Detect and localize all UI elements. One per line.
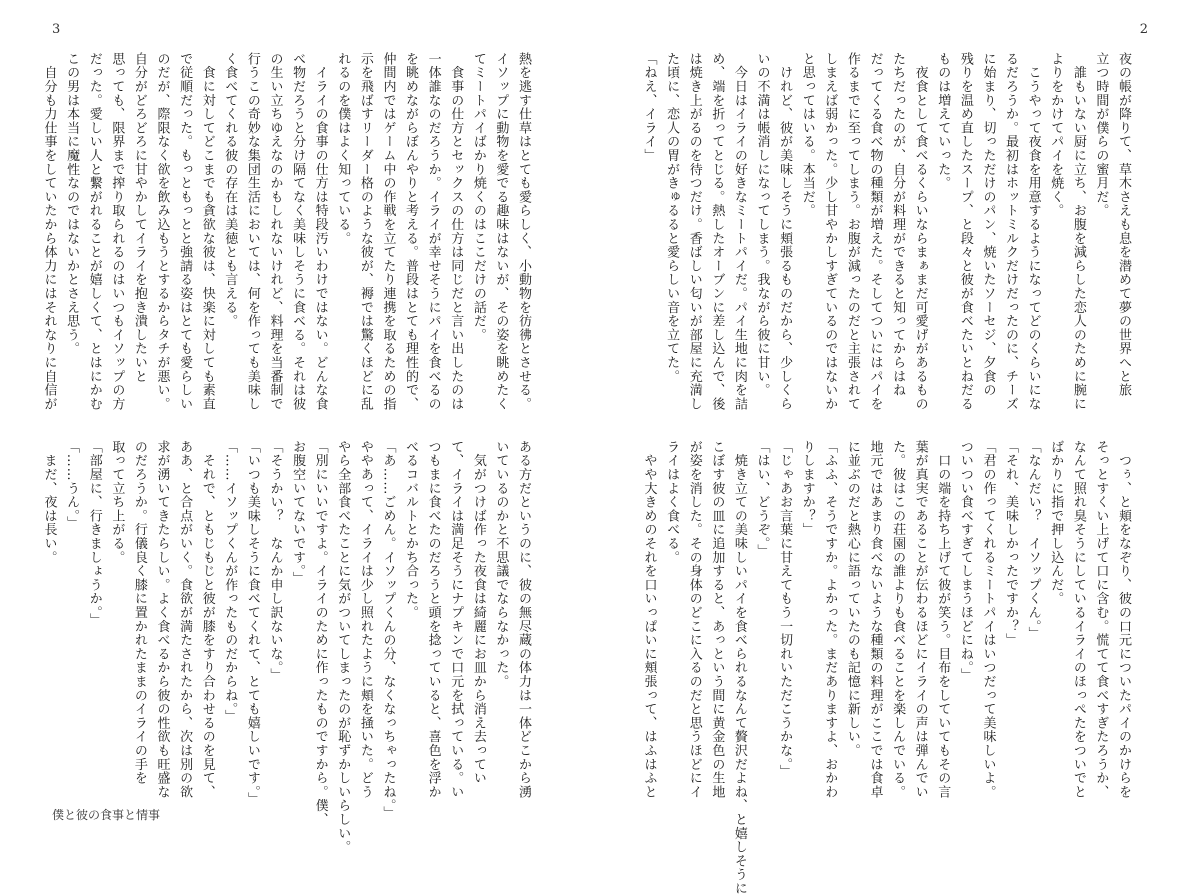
text-line: だった。愛しい人と繋がれることが嬉しくて、とはにかむ	[86, 52, 102, 411]
text-line: べ物だろうと分け隔てなく美味しそうに食べる。それは彼	[290, 52, 306, 411]
text-line: 「じゃあお言葉に甘えてもう一切れいただこうかな。」	[777, 440, 793, 779]
text-line: りしますか？」	[799, 440, 815, 537]
text-line: 口の端を持ち上げて彼が笑う。目布をしていてもその言	[935, 440, 951, 799]
text-line: 「君の作ってくれるミートパイはいつだって美味しいよ。	[980, 440, 996, 799]
text-line: 夜の帳が降りて、草木さえも息を潜めて夢の世界へと旅	[1116, 52, 1131, 397]
text-line: のだろうか。行儀良く膝に置かれたままのイライの手を	[131, 440, 147, 785]
text-line: やら全部食べたことに気がついてしまったのが恥ずかしいらしい。	[335, 440, 351, 854]
text-line: 示を飛ばすリーダー格のような彼が、褥では驚くほどに乱	[357, 52, 373, 411]
right-page-lower-text	[641, 440, 1134, 895]
text-line: は焼き上がるのを待つだけ。香ばしい匂いが部屋に充満し	[686, 52, 702, 411]
text-line: のだが、際限なく欲を飲み込もうとするからタチが悪い。	[154, 52, 170, 411]
page-number-right: 2	[1139, 22, 1148, 37]
right-page	[600, 0, 1200, 895]
text-line: こうやって夜食を用意するようになってどのくらいにな	[1025, 52, 1041, 411]
text-line: よりをかけてパイを焼く。	[1048, 52, 1064, 218]
text-line: れるのを僕はよく知っている。	[335, 52, 351, 246]
text-line: 「ねえ、イライ」	[641, 52, 657, 163]
text-line: く食べてくれる彼の存在は美徳とも言える。	[222, 52, 238, 328]
text-line: いの不満は帳消しになってしまう。我ながら彼に甘い。	[754, 52, 770, 397]
text-line: つぅ、と頬をなぞり、彼の口元についたパイのかけらを	[1116, 440, 1131, 799]
text-line: 夜食として食べるくらいならまぁまだ可愛げがあるもの	[912, 52, 928, 411]
text-line: ライはよく食べる。	[664, 440, 680, 565]
text-line: だってくる食べ物の種類が増えた。そしてついにはパイを	[867, 52, 883, 411]
text-line: た頃に、恋人の胃がきゅるると愛らしい音を立てた。	[664, 52, 680, 384]
text-line: こぼす彼の皿に追加すると、あっという間に黄金色の生地	[709, 440, 725, 799]
text-line: め、端を折ってとじる。熱したオーブンに差し込んで、後	[709, 52, 725, 411]
text-line: 地元ではあまり食べないような種類の料理がここでは食卓	[867, 440, 883, 799]
text-line: 取って立ち上がる。	[109, 440, 125, 565]
text-line: 気がつけば作った夜食は綺麗にお皿から消え去ってい	[470, 440, 486, 785]
text-line: で従順だった。もっともっとと強請る姿はとても愛らしい	[177, 52, 193, 411]
text-line: 「……イソップくんが作ったものだからね。」	[222, 440, 238, 724]
text-line: 求が湧いてきたらしい。よく食べるから彼の性欲も旺盛な	[154, 440, 170, 799]
text-line: なんて照れ臭そうにしているイライのほっぺたをついでと	[1070, 440, 1086, 799]
text-line: 「はい、どうぞ。」	[754, 440, 770, 558]
text-line: ややあって、イライは少し照れたように頬を掻いた。どう	[357, 440, 373, 799]
text-line: た。彼はこの荘園の誰よりも食べることを楽しんでいる。	[890, 440, 906, 799]
text-line: 「部屋に、行きましょうか。」	[86, 440, 102, 627]
text-line: ばかりに指で押し込んだ。	[1048, 440, 1064, 606]
running-head-title: 僕と彼の食事と情事	[52, 808, 161, 822]
text-line: イソップに動物を愛でる趣味はないが、その姿を眺めたく	[493, 52, 509, 411]
text-line: 「いつも美味しそうに食べてくれて、とても嬉しいです。」	[244, 440, 260, 807]
text-line: しまえば弱かった。少し甘やかしすぎているのではないか	[822, 52, 838, 411]
text-line: 焼き立ての美味しいパイを食べられるなんて贅沢だよね、と嬉しそうに	[731, 440, 747, 895]
text-line: に始まり、切っただけのパン、焼いたソーセジ、夕食の	[980, 52, 996, 397]
text-line: ついつい食べすぎてしまうほどにね。」	[957, 440, 973, 682]
text-line: 「……うん。」	[64, 440, 80, 531]
page-number-left: 3	[52, 22, 61, 37]
text-line: 誰もいない厨に立ち、お腹を減らした恋人のために腕に	[1070, 52, 1086, 411]
text-line: やや大きめのそれを口いっぱいに頬張って、はふはふと	[641, 440, 657, 799]
left-page-upper-text	[41, 52, 534, 424]
text-line: て、イライは満足そうにナプキンで口元を拭っている。い	[448, 440, 464, 799]
text-line: 一体誰なのだろうか。イライが幸せそうにパイを食べるの	[425, 52, 441, 411]
text-line: 行うこの奇妙な集団生活においては、何を作っても美味し	[244, 52, 260, 411]
text-line: 自分がどろどろに甘やかしてイライを抱き潰したいと	[131, 52, 147, 384]
text-line: 「あ……ごめん。イソップくんの分、なくなっちゃったね。」	[380, 440, 396, 820]
text-line: ものは増えていった。	[935, 52, 951, 190]
text-line: 「別にいいですよ。イライのために作ったものですから。僕、	[312, 440, 328, 827]
text-line: たちだったのが、自分が料理ができると知ってからはね	[890, 52, 906, 397]
text-line: べるコバルトとかち合った。	[403, 440, 419, 620]
text-line: それで、ともじもじと彼が膝をすり合わせるのを見て、	[199, 440, 215, 799]
text-line: の生い立ちゆえなのかもしれないけれど、料理を当番制で	[267, 52, 283, 411]
text-line: 仲間内ではゲーム中の作戦を立てたり連携を取るための指	[380, 52, 396, 411]
text-line: が姿を消した。その身体のどこに入るのだと思うほどにイ	[686, 440, 702, 799]
text-line: 食に対してどこまでも貪欲な彼は、快楽に対しても素直	[199, 52, 215, 411]
text-line: 「なんだい？ イソップくん。」	[1025, 440, 1041, 641]
text-line: けれど、彼が美味しそうに頬張るものだから、少しくら	[777, 52, 793, 411]
text-line: に並ぶのだと熱心に語っていたのも記憶に新しい。	[844, 440, 860, 758]
text-line: てミートパイばかり焼くのはここだけの話だ。	[470, 52, 486, 342]
text-line: 熱を逃す仕草はとても愛らしく、小動物を彷彿とさせる。	[516, 52, 531, 411]
text-line: そっとすくい上げて口に含む。慌てて食べすぎたろうか、	[1093, 440, 1109, 799]
text-line: 残りを温め直したスープ、と段々と彼が食べたいとねだる	[957, 52, 973, 411]
text-line: 「それ、美味しかったですか？」	[1003, 440, 1019, 647]
text-line: 「そうかい？ なんか申し訳ないな。」	[267, 440, 283, 682]
text-line: お腹空いてないです。」	[290, 440, 306, 586]
text-line: と思ってはいる。本当だ。	[799, 52, 815, 218]
text-line: まだ、夜は長い。	[41, 440, 57, 565]
text-line: イライの食事の仕方は特段汚いわけではない。どんな食	[312, 52, 328, 411]
text-line: 自分も力仕事をしていたから体力にはそれなりに自信が	[41, 52, 57, 411]
text-line: いているのかと不思議でならなかった。	[493, 440, 509, 689]
text-line: 「ふふ、そうですか。よかった。まだありますよ、おかわ	[822, 440, 838, 799]
text-line: 立つ時間が僕らの蜜月だ。	[1093, 52, 1109, 218]
right-page-upper-text	[641, 52, 1134, 424]
text-line: 今日はイライの好きなミートパイだ。パイ生地に肉を詰	[731, 52, 747, 411]
text-line: 思っても、限界まで搾り取られるのはいつもイソップの方	[109, 52, 125, 411]
text-line: 作るまでに至ってしまう。お腹が減ったのだと主張されて	[844, 52, 860, 411]
text-line: ああ、と合点がいく。食欲が満たされたから、次は別の欲	[177, 440, 193, 799]
text-line: ある方だというのに、彼の無尽蔵の体力は一体どこから湧	[516, 440, 531, 799]
text-line: 葉が真実であることが伝わるほどにイライの声は弾んでい	[912, 440, 928, 799]
text-line: を眺めながらぼんやりと考える。普段はとても理性的で、	[403, 52, 419, 411]
text-line: この男は本当に魔性なのではないかとさえ思う。	[64, 52, 80, 356]
text-line: 食事の仕方とセックスの仕方は同じだと言い出したのは	[448, 52, 464, 411]
left-page	[0, 0, 600, 854]
text-line: るだろうか。最初はホットミルクだけだったのに、チーズ	[1003, 52, 1019, 411]
text-line: つもまに食べたのだろうと頭を捻っていると、喜色を浮か	[425, 440, 441, 799]
